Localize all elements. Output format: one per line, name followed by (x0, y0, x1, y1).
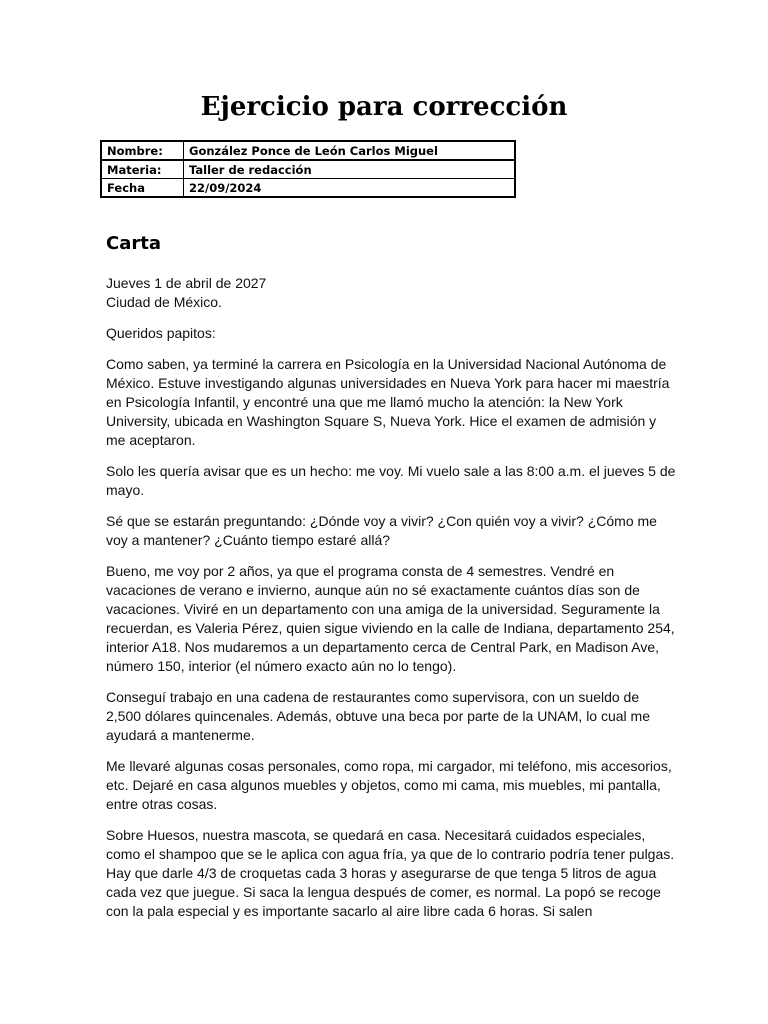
date-value: 22/09/2024 (189, 180, 262, 195)
letter-paragraph: Conseguí trabajo en una cadena de restaurantes como supervisora, con un sueldo de 2,500 dólares quincenales. Además, obtuve una beca por parte de la UNAM, lo cual me ayudará a mantenerme. (106, 689, 650, 743)
page-title: Ejercicio para corrección (200, 92, 568, 122)
date-label: Fecha (102, 179, 184, 196)
letter-paragraph: Sobre Huesos, nuestra mascota, se quedará en casa. Necesitará cuidados especiales, como el shampoo que se le aplica con agua fría, ya que de lo contrario podría tener pulgas. Hay que darle 4/3 de croquetas cada 3 horas y asegurarse de que tenga 5 litros de agua cada vez que juegue. Si saca la lengua después de comer, es normal. La popó se recoge con la pala especial y es importante sacarlo al aire libre cada 6 horas. Si salen (106, 827, 675, 919)
letter-paragraph: Sé que se estarán preguntando: ¿Dónde voy a vivir? ¿Con quién voy a vivir? ¿Cómo me voy a mantener? ¿Cuánto tiempo estaré allá? (106, 513, 657, 548)
letter-paragraph: Me llevaré algunas cosas personales, como ropa, mi cargador, mi teléfono, mis accesorios, etc. Dejaré en casa algunos muebles y objetos, como mi cama, mis muebles, mi pantalla, entre otras cosas. (106, 758, 672, 812)
student-info-table (100, 140, 516, 198)
letter-paragraph: Bueno, me voy por 2 años, ya que el programa consta de 4 semestres. Vendré en vacaciones de verano e invierno, aunque aún no sé exactamente cuántos días son de vacaciones. Viviré en un departamento con una amiga de la universidad. Seguramente la recuerdan, es Valeria Pérez, quien sigue viviendo en la calle de Indiana, departamento 254, interior A18. Nos mudaremos a un departamento cerca de Central Park, en Madison Ave, número 150, interior (el número exacto aún no lo tengo). (106, 563, 675, 674)
letter-greeting: Queridos papitos: (106, 325, 216, 341)
name-label: Nombre: (102, 142, 184, 161)
letter-body (106, 274, 676, 933)
letter-place: Ciudad de México. (106, 294, 222, 310)
name-value: González Ponce de León Carlos Miguel (184, 142, 514, 161)
subject-value: Taller de redacción (184, 161, 514, 179)
letter-paragraph: Como saben, ya terminé la carrera en Psicología en la Universidad Nacional Autónoma de México. Estuve investigando algunas universidades en Nueva York para hacer mi maestría en Psicología Infantil, y encontré una que me llamó mucho la atención: la New York University, ubicada en Washington Square S, Nueva York. Hice el examen de admisión y me aceptaron. (106, 356, 670, 448)
section-heading: Carta (106, 233, 161, 254)
letter-paragraph: Solo les quería avisar que es un hecho: me voy. Mi vuelo sale a las 8:00 a.m. el jueves 5 de mayo. (106, 463, 676, 498)
table-row (102, 179, 514, 196)
subject-label: Materia: (102, 161, 184, 179)
table-row (102, 142, 514, 161)
letter-date: Jueves 1 de abril de 2027 (106, 275, 267, 291)
table-row (102, 161, 514, 179)
